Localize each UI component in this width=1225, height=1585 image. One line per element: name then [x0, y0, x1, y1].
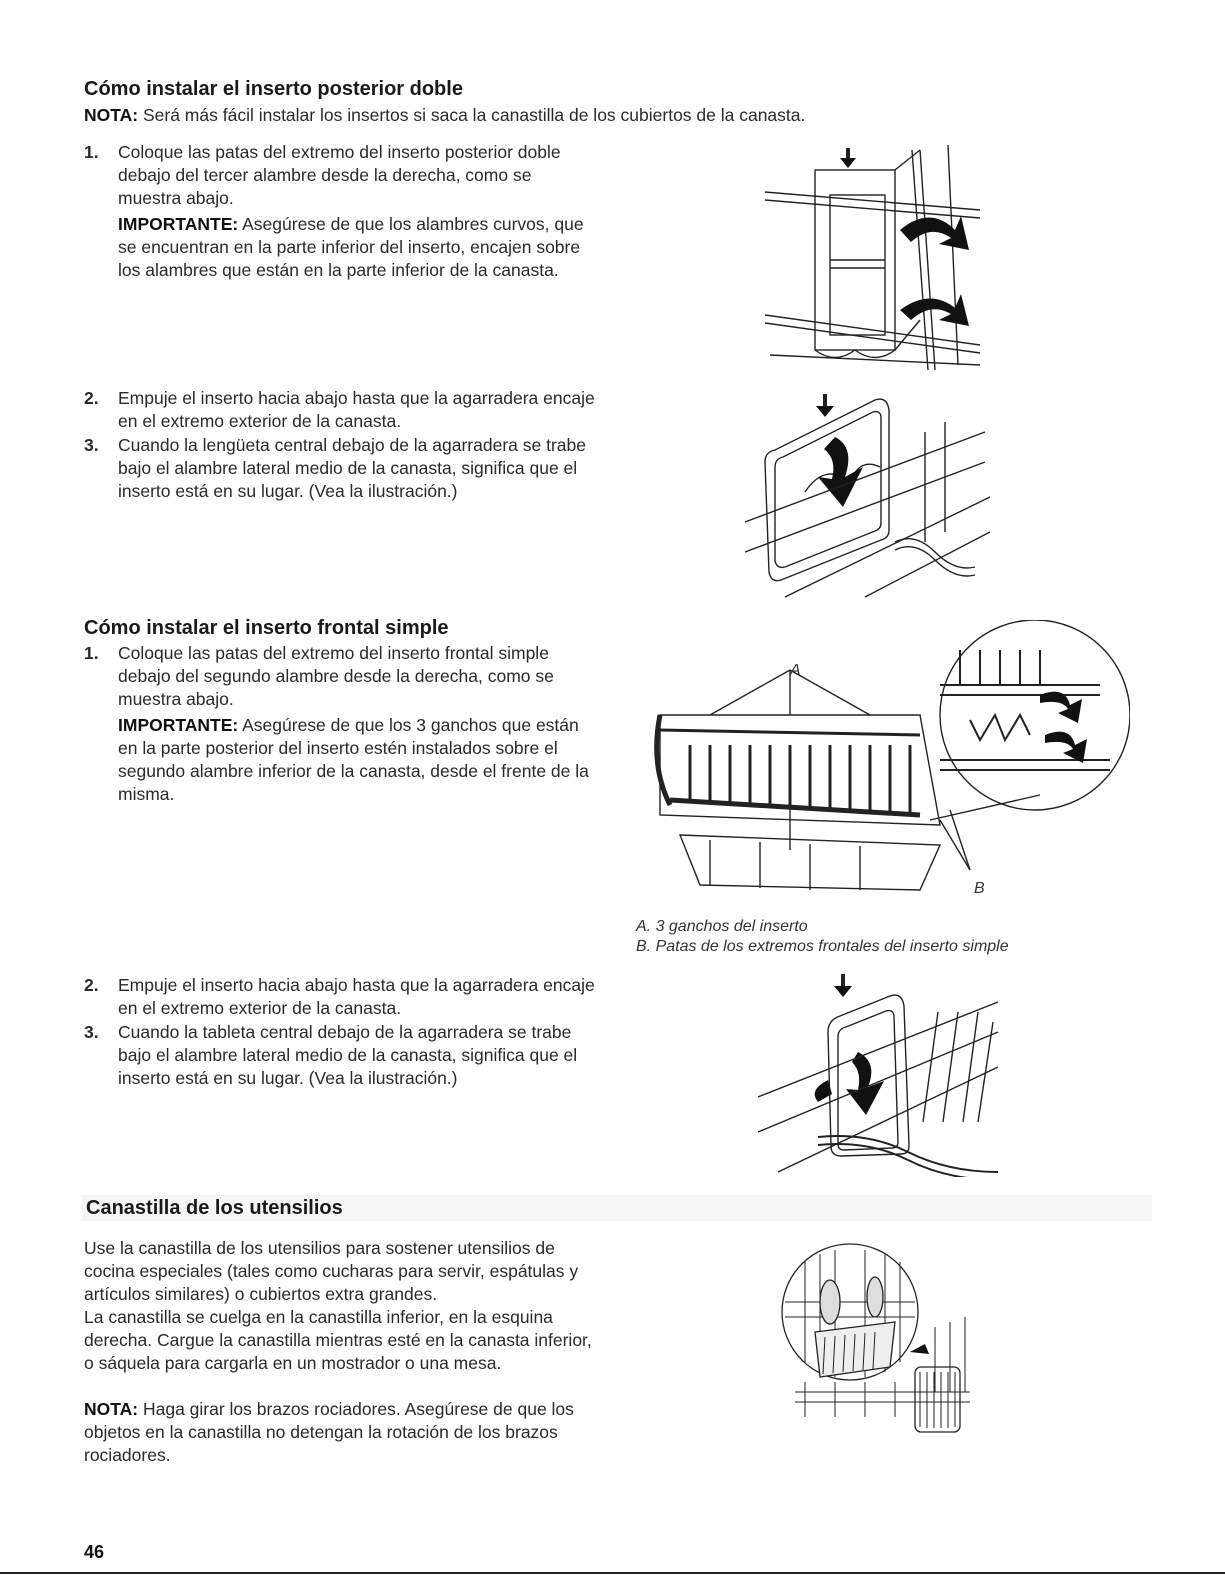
step-3-front-insert	[84, 1021, 604, 1116]
figure-rear-insert-push-handle	[745, 392, 990, 602]
step-2-front-insert	[84, 974, 604, 1024]
page-number: 46	[84, 1542, 105, 1562]
note-text: Haga girar los brazos rociadores. Asegúrese de que los objetos en la canastilla no detengan la rotación de los brazos rociadores.	[84, 1399, 574, 1465]
figure-label-b: B	[974, 880, 985, 897]
figure-front-insert-hooks	[640, 620, 1130, 910]
step-text: Cuando la lengüeta central debajo de la agarradera se trabe bajo el alambre lateral medio de la canasta, significa que el inserto está en su lugar. (Vea la ilustración.)	[118, 435, 586, 501]
step-text: Coloque las patas del extremo del inserto posterior doble debajo del tercer alambre desde la derecha, como se muestra abajo.	[118, 142, 561, 208]
important-label: IMPORTANTE:	[118, 715, 239, 735]
section-title-utensil-basket: Canastilla de los utensilios	[86, 1197, 343, 1219]
note-text: Será más fácil instalar los insertos si saca la canastilla de los cubiertos de la canasta.	[138, 105, 806, 125]
step-number: 3.	[84, 435, 99, 455]
step-number: 3.	[84, 1022, 99, 1042]
figure-label-a: A	[790, 662, 801, 679]
step-3-rear-insert	[84, 434, 604, 529]
important-text: Asegúrese de que los alambres curvos, que se encuentran en la parte inferior del inserto, encajen sobre los alambres que están en la parte inferior de la canasta.	[118, 214, 584, 280]
important-text: Asegúrese de que los 3 ganchos que están en la parte posterior del inserto estén instalados sobre el segundo alambre inferior de la canasta, desde el frente de la misma.	[118, 715, 589, 804]
important-label: IMPORTANTE:	[118, 214, 239, 234]
step-text: Empuje el inserto hacia abajo hasta que la agarradera encaje en el extremo exterior de la canasta.	[118, 388, 595, 431]
section-title-rear-insert: Cómo instalar el inserto posterior doble	[84, 78, 463, 100]
step-text: Cuando la tableta central debajo de la agarradera se trabe bajo el alambre lateral medio de la canasta, significa que el inserto está en su lugar. (Vea la ilustración.)	[118, 1022, 578, 1088]
step-number: 2.	[84, 975, 99, 995]
step-text: Empuje el inserto hacia abajo hasta que la agarradera encaje en el extremo exterior de la canasta.	[118, 975, 595, 1018]
utensil-note	[84, 1398, 604, 1467]
figure-utensil-basket	[775, 1242, 975, 1437]
note-label: NOTA:	[84, 1399, 139, 1419]
figure-rear-insert-placement	[760, 140, 990, 375]
step-1-front-insert	[84, 642, 604, 802]
important-note	[118, 714, 598, 806]
step-2-rear-insert	[84, 387, 604, 437]
utensil-paragraph-2: La canastilla se cuelga en la canastilla inferior, en la esquina derecha. Cargue la canastilla mientras esté en la canasta inferior, o sáquela para cargarla en un mostrador o una mesa.	[84, 1307, 592, 1373]
note-insert	[84, 104, 1184, 127]
important-note	[118, 213, 598, 282]
note-label: NOTA:	[84, 105, 139, 125]
bottom-rule	[0, 1572, 1225, 1574]
step-1-rear-insert	[84, 141, 604, 301]
step-number: 1.	[84, 142, 99, 162]
step-number: 1.	[84, 643, 99, 663]
figure-front-insert-push-handle	[758, 972, 1003, 1177]
caption-b: B. Patas de los extremos frontales del inserto simple	[636, 938, 1009, 955]
section-title-front-insert: Cómo instalar el inserto frontal simple	[84, 617, 449, 639]
utensil-paragraph-1: Use la canastilla de los utensilios para sostener utensilios de cocina especiales (tales como cucharas para servir, espátulas y artículos similares) o cubiertos extra grandes.	[84, 1238, 579, 1304]
caption-a: A. 3 ganchos del inserto	[636, 918, 808, 935]
step-text: Coloque las patas del extremo del inserto frontal simple debajo del segundo alambre desde la derecha, como se muestra abajo.	[118, 643, 554, 709]
step-number: 2.	[84, 388, 99, 408]
